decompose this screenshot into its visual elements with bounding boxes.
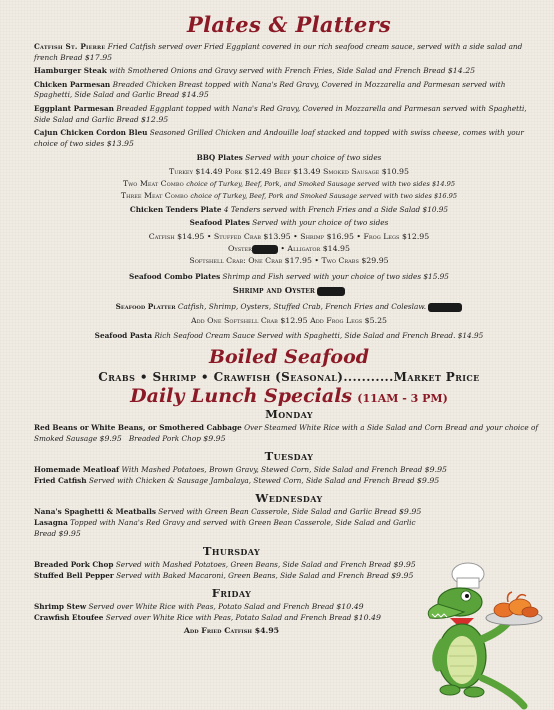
item-name: Crawfish Etoufee [34,613,104,623]
item-price: $9.95 [398,506,422,516]
menu-item [34,571,429,582]
addon-price: $4.95 [254,625,280,635]
menu-item [34,80,544,101]
softshell-line: Softshell Crab: One Crab $17.95 • Two Crabs $29.95 [189,256,389,266]
day-title: Wednesday [255,490,323,505]
item-extra-desc: Breaded Pork Chop [128,433,201,443]
redacted-price [317,287,345,296]
item-extra-price: $9.95 [203,433,226,443]
lunch-hours: (11AM - 3 PM) [357,392,448,406]
item-desc: Fried Catfish served over Fried Eggplant covered in our rich seafood cream sauce, served with a side salad and french Bread [34,42,523,62]
item-name: Hamburger Steak [34,66,107,76]
item-price: $9.95 [424,464,447,474]
redacted-price [252,245,278,254]
lunch-heading-row [34,385,544,407]
lunch-heading: Daily Lunch Specials [130,385,353,408]
combo-desc: choice of Turkey, Beef, Pork and Smoked Sausage served with two sides $16.95 [190,192,458,201]
boiled-line: Crabs • Shrimp • Crawfish (Seasonal)...........Market Price [98,370,480,385]
item-price: $10.49 [336,601,364,611]
seafood-plates-header [34,217,544,228]
menu-item [34,66,544,77]
item-name: Catfish St. Pierre [34,42,106,51]
item-name: Seafood Pasta [94,331,153,341]
item-price: $15.95 [423,272,449,282]
item-price: $9.95 [393,559,416,569]
tenders-line [34,204,544,215]
item-price: $9.95 [416,476,440,486]
item-desc: Topped with Nana's Red Gravy and served with Green Bean Casserole, Side Salad and Garlic Bread [34,518,416,538]
item-desc: Served with Green Bean Casserole, Side Salad and Garlic Bread [158,506,397,516]
addons-line: Add One Softshell Crab $12.95 Add Frog Legs $5.25 [191,316,387,326]
item-price: $13.95 [106,138,134,148]
seafood-platter-line [34,301,544,312]
menu-item [34,423,544,444]
alligator-price: • Alligator $14.95 [280,244,350,254]
combo-desc: choice of Turkey, Beef, Pork, and Smoked Sausage served with two sides $14.95 [186,180,456,189]
menu-item [34,507,429,518]
alligator-chef-icon [420,560,544,710]
item-desc: With Mashed Potatoes, Brown Gravy, Stewed Corn, Side Salad and French Bread [121,464,423,474]
combo-name: Two Meat Combo [122,179,184,189]
item-price: $9.95 [391,571,414,581]
item-name: Shrimp and Oyster [232,286,315,297]
item-name: Seafood Plates [189,218,250,228]
bbq-combo-three [34,190,544,202]
item-name: Seafood Platter [115,302,176,312]
item-desc: Rich Seafood Cream Sauce Served with Spaghetti, Side Salad and French Bread. [154,331,456,341]
item-name: Chicken Tenders Plate [129,205,222,215]
seafood-prices: Catfish $14.95 • Stuffed Crab $13.95 • Shrimp $16.95 • Frog Legs $12.95 [148,232,430,242]
item-name: Lasagna [34,518,68,528]
redacted-price [428,303,462,312]
menu-item [34,518,429,539]
day-title: Thursday [202,543,261,558]
bbq-name: BBQ Plates [196,153,243,163]
item-name: Stuffed Bell Pepper [34,571,114,581]
item-desc: Seasoned Grilled Chicken and Andouille loaf stacked and topped with swiss cheese, comes with your choice of two sides [34,128,524,148]
oyster-line [34,243,544,255]
item-name: Breaded Pork Chop [34,559,114,569]
item-name: Shrimp Stew [34,601,87,611]
item-desc: Breaded Chicken Breast topped with Nana's Red Gravy, Covered in Mozzarella and Parmesan served with Spaghetti, Side Salad and Garlic Bread [34,79,506,100]
menu-item [34,602,429,613]
plates-list [34,42,544,149]
item-desc: 4 Tenders served with French Fries and a Side Salad [223,205,421,215]
menu-item [34,476,544,487]
seafood-combo-line [34,271,544,282]
day-title: Monday [265,407,313,422]
shrimp-oyster-line [34,285,544,297]
plates-heading: Plates & Platters [187,12,391,37]
bbq-prices: Turkey $14.49 Pork $12.49 Beef $13.49 Smoked Sausage $10.95 [169,167,409,177]
menu-item [34,128,544,149]
item-name: Seafood Combo Plates [129,272,221,282]
item-price: $14.95 [457,331,484,341]
item-desc: with Smothered Onions and Gravy served with French Fries, Side Salad and French Bread [109,66,446,76]
item-name: Nana's Spaghetti & Meatballs [34,506,156,516]
item-desc: Served over White Rice with Peas, Potato Salad and French Bread [88,601,335,611]
item-desc: Served with your choice of two sides [252,218,389,228]
item-name: Red Beans or White Beans, or Smothered Cabbage [34,423,242,433]
seafood-pasta-line [34,330,544,341]
menu-item [34,465,544,476]
item-desc: Served with Baked Macaroni, Green Beans, Side Salad and French Bread [116,571,389,581]
item-desc: Over Steamed White Rice with a Side Salad and Corn Bread and your choice of Smoked Sausage [34,423,539,443]
day-title: Tuesday [264,448,314,463]
item-desc: Breaded Eggplant topped with Nana's Red Gravy, Covered in Mozzarella and Parmesan served with Spaghetti, Side Salad and Garlic Bread [34,103,527,124]
oyster-label: Oyster [228,244,252,254]
item-price: $9.95 [99,433,122,443]
item-price: $12.95 [140,114,169,124]
item-desc: Served with Mashed Potatoes, Green Beans, Side Salad and French Bread [115,559,392,569]
menu-item [34,560,429,571]
item-price: $14.95 [181,90,209,100]
item-desc: Shrimp and Fish served with your choice of two sides [222,272,422,282]
item-price: $9.95 [58,528,81,538]
item-desc: Served with Chicken & Sausage Jambalaya, Stewed Corn, Side Salad and French Bread [88,476,415,486]
item-name: Eggplant Parmesan [34,103,114,113]
menu-item [34,104,544,125]
item-desc: Catfish, Shrimp, Oysters, Stuffed Crab, French Fries and Coleslaw. [177,302,427,312]
item-price: $17.95 [84,52,113,62]
item-price: $10.95 [422,205,449,215]
item-name: Homemade Meatloaf [34,464,120,474]
addon-name: Add Fried Catfish [183,625,252,635]
item-price: $10.49 [353,613,381,623]
menu-item [34,42,544,63]
item-price: $14.25 [447,66,476,76]
boiled-heading: Boiled Seafood [208,346,370,369]
item-desc: Served over White Rice with Peas, Potato Salad and French Bread [105,613,352,623]
item-name: Cajun Chicken Cordon Bleu [34,128,148,138]
bbq-header [34,152,544,163]
day-title: Friday [211,585,252,600]
bbq-desc: Served with your choice of two sides [245,153,382,163]
bbq-combo-two [34,178,544,190]
friday-addon [34,625,429,637]
item-name: Fried Catfish [34,476,87,486]
item-name: Chicken Parmesan [34,79,111,89]
menu-item [34,613,429,624]
combo-name: Three Meat Combo [120,191,188,201]
